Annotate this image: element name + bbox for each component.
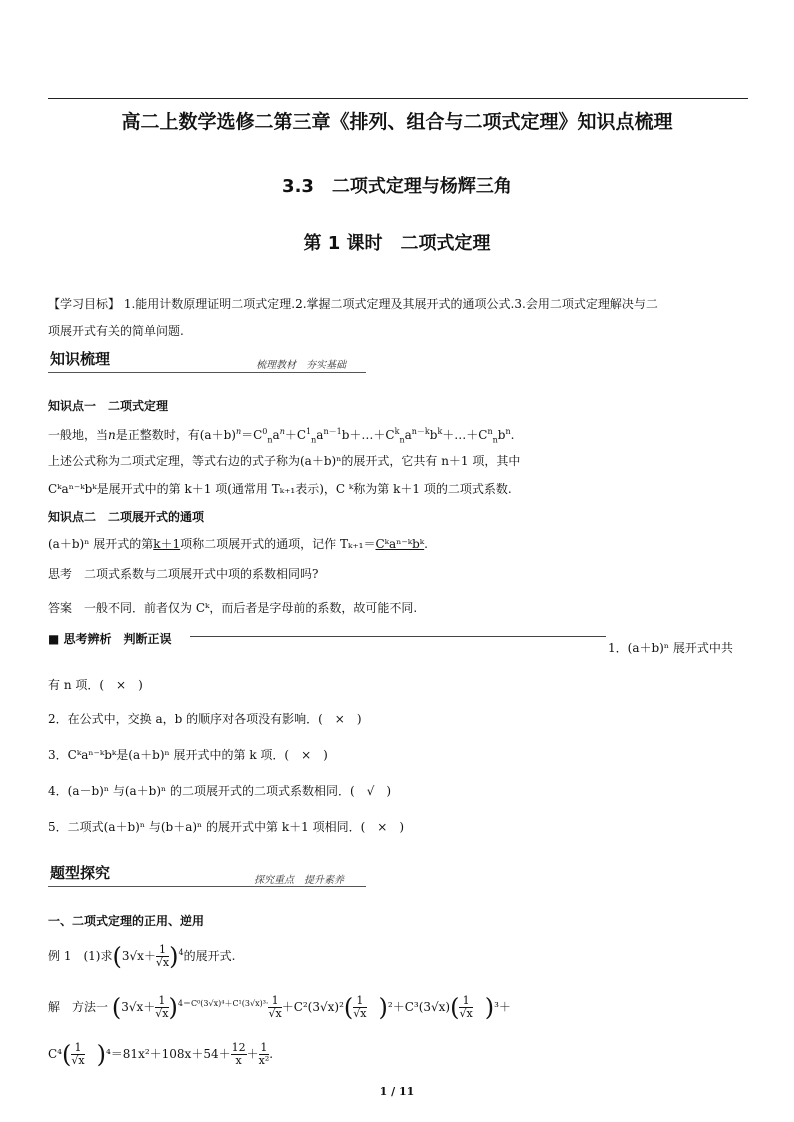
solution-line-1: 解 方法一 (3√x＋ $\frac{1}{√x}$ )$^{4=C^0(3√x)^4+C^1(3√x)^3\cdot}$ $\frac{1}{√x}$ ＋C²(3√x)²( $\frac{1}{√x}$ )²＋C³(3√x)( $\frac{1}{√x}$ )³＋ (48, 993, 511, 1022)
judge-item-2: 2．在公式中，交换 a，b 的顺序对各项没有影响．( × ) (48, 712, 362, 726)
binomial-theorem-formula: 一般地，当n是正整数时，有$(a+b)^n=C^0_na^n+C^1_na^{n-1}b+\dots+C^k_na^{n-k}b^k+\dots+C^n_nb^n$. (48, 427, 515, 445)
judge-heading: ■ 思考辨析 判断正误 (48, 632, 172, 646)
judge-item-3: 3．Cᵏaⁿ⁻ᵏbᵏ是(a＋b)ⁿ 展开式中的第 k 项．( × ) (48, 748, 328, 762)
section-title: 3.3 二项式定理与杨辉三角 (282, 176, 512, 197)
page-number: 1 / 11 (379, 1085, 415, 1098)
judge-heading-rule (190, 636, 606, 637)
knowledge-point-1-title: 知识点一 二项式定理 (48, 399, 169, 413)
judge-item-1-start: 1．(a＋b)ⁿ 展开式中共 (608, 641, 733, 655)
judge-item-1-end: 有 n 项．( × ) (48, 678, 143, 692)
types-heading-rule (48, 886, 366, 887)
general-term-formula: (a＋b)ⁿ 展开式的第k＋1项称二项展开式的通项，记作 Tₖ₊₁＝Cᵏaⁿ⁻ᵏbᵏ. (48, 537, 428, 551)
example-1: 例 1 (1)求(3√x＋ $\frac{1}{√x}$ )$^4$的展开式. (48, 942, 236, 971)
judge-item-5: 5．二项式(a＋b)ⁿ 与(b＋a)ⁿ 的展开式中第 k＋1 项相同．( × ) (48, 820, 404, 834)
think-answer: 答案 一般不同．前者仅为 Cᵏ，而后者是字母前的系数，故可能不同. (48, 601, 418, 615)
lesson-title: 第 1 课时 二项式定理 (303, 233, 491, 254)
theorem-description-line: 上述公式称为二项式定理，等式右边的式子称为(a＋b)ⁿ的展开式，它共有 n＋1 项，其中 (48, 454, 521, 468)
square-bullet-icon: ■ (48, 632, 64, 646)
knowledge-motto: 梳理教材 夯实基础 (256, 360, 346, 371)
objectives-line-2: 项展开式有关的简单问题. (48, 324, 184, 338)
types-motto: 探究重点 提升素养 (254, 875, 344, 886)
knowledge-heading: 知识梳理 (50, 350, 111, 368)
objectives-line-1: 【学习目标】 1.能用计数原理证明二项式定理.2.掌握二项式定理及其展开式的通项公式.3.会用二项式定理解决与二 (48, 297, 658, 311)
types-heading: 题型探究 (50, 864, 111, 882)
top-rule (48, 98, 748, 99)
knowledge-point-2-title: 知识点二 二项展开式的通项 (48, 510, 205, 524)
solution-line-2: C⁴( $\frac{1}{√x}$ )⁴＝81x²＋108x＋54＋ $\frac{12}{x}$ ＋ $\frac{1}{\text{x²}}$ . (48, 1040, 274, 1069)
knowledge-heading-rule (48, 372, 366, 373)
document-title: 高二上数学选修二第三章《排列、组合与二项式定理》知识点梳理 (121, 111, 673, 133)
judge-item-4: 4．(a－b)ⁿ 与(a＋b)ⁿ 的二项展开式的二项式系数相同．( √ ) (48, 784, 392, 798)
think-question: 思考 二项式系数与二项展开式中项的系数相同吗? (48, 567, 319, 581)
objectives-tag: 【学习目标】 (48, 297, 121, 311)
part-1-title: 一、二项式定理的正用、逆用 (48, 914, 205, 928)
general-term-description-line: Cᵏaⁿ⁻ᵏbᵏ是展开式中的第 k＋1 项(通常用 Tₖ₊₁表示)，C ᵏ称为第 k＋1 项的二项式系数. (48, 482, 512, 496)
